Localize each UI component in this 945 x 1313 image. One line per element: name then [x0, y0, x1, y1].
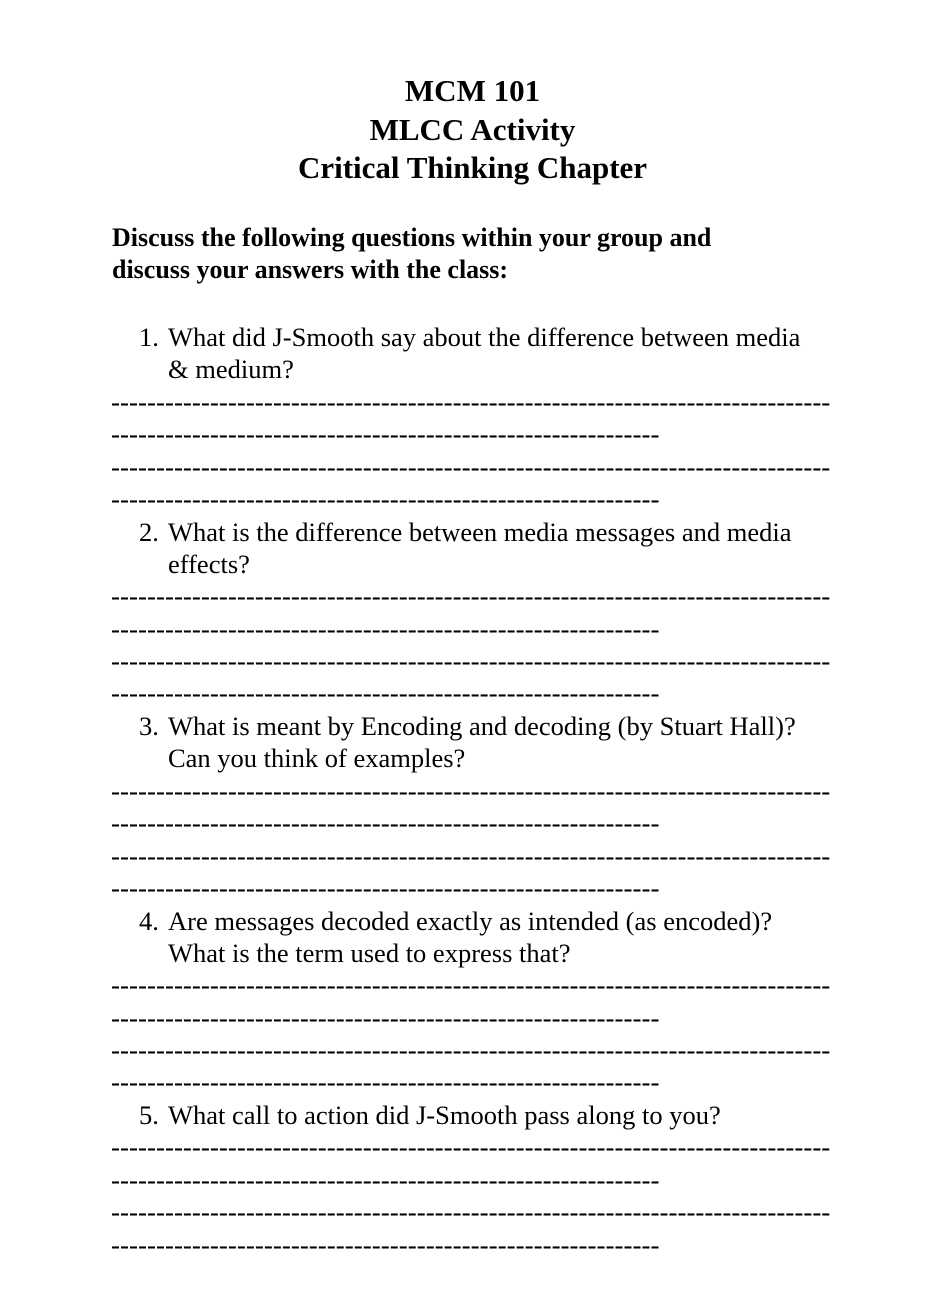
question-text: What did J-Smooth say about the difference between media: [168, 322, 801, 352]
question-text: & medium?: [168, 354, 294, 385]
instructions-line-2: discuss your answers with the class:: [112, 255, 509, 285]
question-line: [0, 905, 945, 937]
answer-line[interactable]: --------------------------------------------------------------------------------: [111, 970, 831, 1001]
worksheet-title: [0, 72, 945, 188]
answer-line[interactable]: -------------------------------------------------------------: [111, 1067, 660, 1098]
question-text: What call to action did J-Smooth pass along to you?: [168, 1100, 721, 1130]
answer-line[interactable]: -------------------------------------------------------------: [111, 483, 660, 514]
question-number: 2.: [139, 516, 159, 547]
question-line: [0, 710, 945, 742]
question-text: What is meant by Encoding and decoding (by Stuart Hall)?: [168, 711, 796, 741]
question-2: [0, 516, 945, 710]
answer-line[interactable]: --------------------------------------------------------------------------------: [111, 646, 831, 677]
question-text: effects?: [168, 548, 250, 579]
answer-line[interactable]: --------------------------------------------------------------------------------: [111, 1197, 831, 1228]
question-4: [0, 905, 945, 1099]
question-text: Are messages decoded exactly as intended (as encoded)?: [168, 905, 773, 936]
question-text: What is the term used to express that?: [168, 937, 571, 968]
question-text: Can you think of examples?: [168, 743, 466, 774]
chapter-name: Critical Thinking Chapter: [297, 150, 648, 185]
answer-line[interactable]: -------------------------------------------------------------: [111, 1164, 660, 1195]
answer-line[interactable]: -------------------------------------------------------------: [111, 419, 660, 450]
question-3: [0, 710, 945, 904]
question-5: [0, 1099, 945, 1261]
answer-line[interactable]: -------------------------------------------------------------: [111, 613, 660, 644]
course-code: MCM 101: [404, 73, 541, 108]
answer-line[interactable]: --------------------------------------------------------------------------------: [111, 451, 831, 482]
answer-line[interactable]: --------------------------------------------------------------------------------: [111, 1035, 831, 1066]
answer-line[interactable]: -------------------------------------------------------------: [111, 1229, 660, 1260]
answer-line[interactable]: -------------------------------------------------------------: [111, 872, 660, 903]
question-text: What is the difference between media messages and media: [168, 516, 792, 547]
answer-line[interactable]: --------------------------------------------------------------------------------: [111, 386, 831, 417]
question-line: [0, 548, 945, 580]
answer-line[interactable]: --------------------------------------------------------------------------------: [111, 581, 831, 612]
activity-name: MLCC Activity: [369, 111, 576, 147]
answer-line[interactable]: -------------------------------------------------------------: [111, 808, 660, 839]
question-line: [0, 321, 945, 353]
question-number: 1.: [139, 322, 159, 352]
question-number: 3.: [139, 711, 159, 741]
question-line: [0, 937, 945, 969]
answer-line[interactable]: --------------------------------------------------------------------------------: [111, 775, 831, 806]
question-line: [0, 516, 945, 548]
answer-line[interactable]: -------------------------------------------------------------: [111, 678, 660, 709]
question-1: [0, 321, 945, 515]
instructions-line-1: Discuss the following questions within your group and: [112, 223, 712, 252]
answer-line[interactable]: -------------------------------------------------------------: [111, 1002, 660, 1033]
question-line: [0, 742, 945, 774]
question-line: [0, 353, 945, 385]
question-number: 4.: [139, 905, 159, 936]
answer-line[interactable]: --------------------------------------------------------------------------------: [111, 840, 831, 871]
answer-line[interactable]: --------------------------------------------------------------------------------: [111, 1132, 831, 1163]
instructions: [112, 222, 872, 287]
question-line: [0, 1099, 945, 1131]
question-number: 5.: [139, 1100, 159, 1130]
